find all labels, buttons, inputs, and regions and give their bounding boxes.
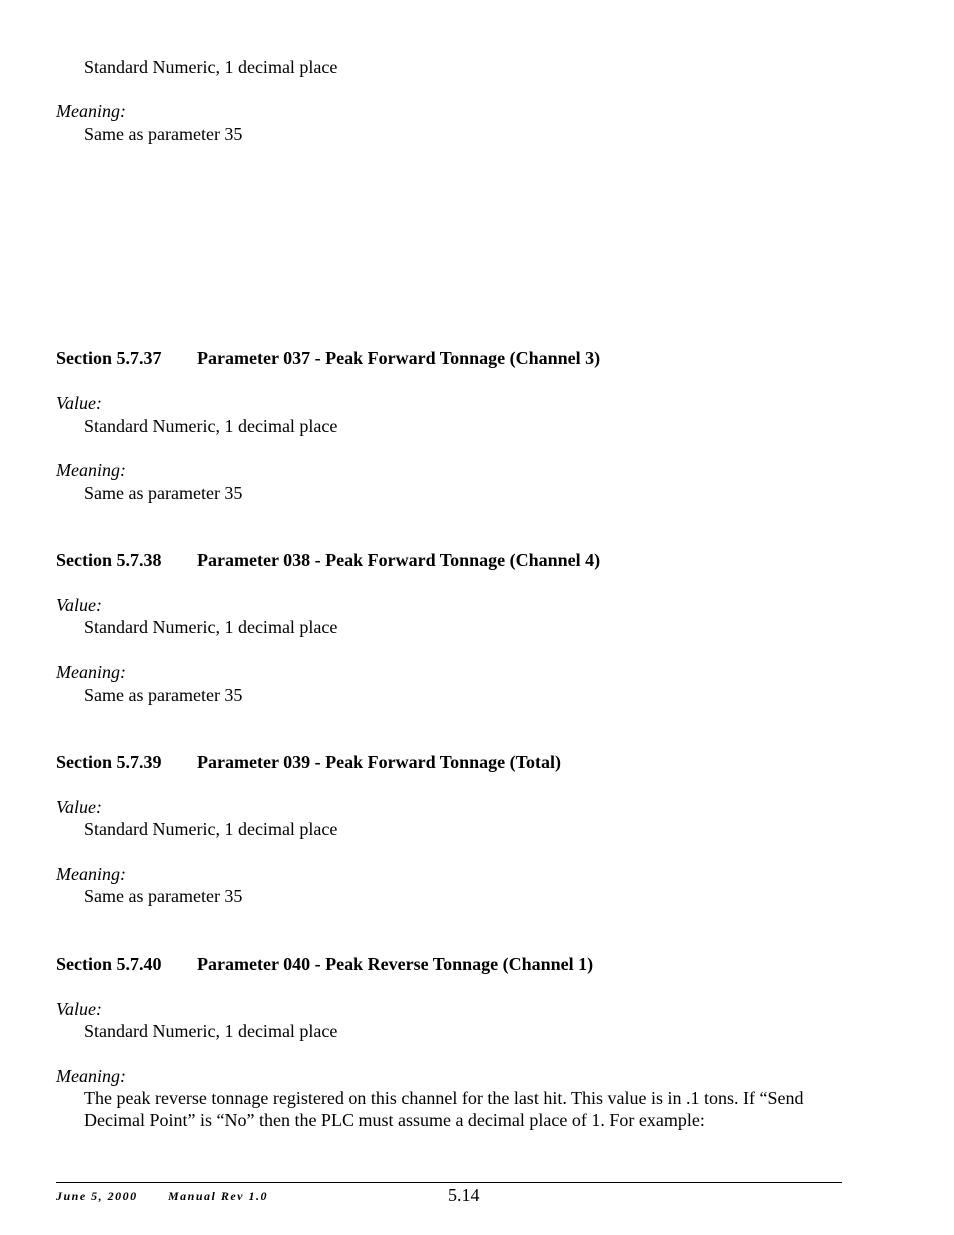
page-number: 5.14 xyxy=(448,1185,480,1205)
value-label: Value: xyxy=(56,797,102,817)
value-label: Value: xyxy=(56,999,102,1019)
meaning-text: Same as parameter 35 xyxy=(84,685,243,705)
meaning-label: Meaning: xyxy=(56,662,126,682)
value-text: Standard Numeric, 1 decimal place xyxy=(84,819,338,839)
section-number: Section 5.7.39 xyxy=(56,752,162,772)
section-number: Section 5.7.40 xyxy=(56,954,162,974)
value-label: Value: xyxy=(56,393,102,413)
footer-rule xyxy=(56,1182,842,1183)
meaning-text: Same as parameter 35 xyxy=(84,886,243,906)
section-number: Section 5.7.38 xyxy=(56,550,162,570)
meaning-text: Same as parameter 35 xyxy=(84,483,243,503)
section-heading-039 xyxy=(56,751,561,773)
section-heading-040 xyxy=(56,953,593,975)
section-heading-038 xyxy=(56,549,600,571)
value-text: Standard Numeric, 1 decimal place xyxy=(84,617,338,637)
section-title: Parameter 040 - Peak Reverse Tonnage (Channel 1) xyxy=(197,954,594,974)
intro-meaning-label: Meaning: xyxy=(56,101,126,121)
intro-meaning-text: Same as parameter 35 xyxy=(84,124,243,144)
footer-revision: Manual Rev 1.0 xyxy=(168,1189,269,1203)
meaning-label: Meaning: xyxy=(56,1066,126,1086)
value-text: Standard Numeric, 1 decimal place xyxy=(84,1021,338,1041)
section-title: Parameter 037 - Peak Forward Tonnage (Channel 3) xyxy=(197,348,601,368)
value-text: Standard Numeric, 1 decimal place xyxy=(84,416,338,436)
footer-date: June 5, 2000 xyxy=(56,1189,138,1203)
section-title: Parameter 039 - Peak Forward Tonnage (Total) xyxy=(197,752,561,772)
meaning-label: Meaning: xyxy=(56,864,126,884)
value-label: Value: xyxy=(56,595,102,615)
section-number: Section 5.7.37 xyxy=(56,348,162,368)
intro-value-text: Standard Numeric, 1 decimal place xyxy=(84,57,338,77)
meaning-paragraph: The peak reverse tonnage registered on this channel for the last hit. This value is in .1 tons. If “Send Decimal Point” is “No” then the PLC must assume a decimal place of 1. For example: xyxy=(84,1088,804,1130)
section-heading-037 xyxy=(56,347,600,369)
section-title: Parameter 038 - Peak Forward Tonnage (Channel 4) xyxy=(197,550,601,570)
meaning-label: Meaning: xyxy=(56,460,126,480)
